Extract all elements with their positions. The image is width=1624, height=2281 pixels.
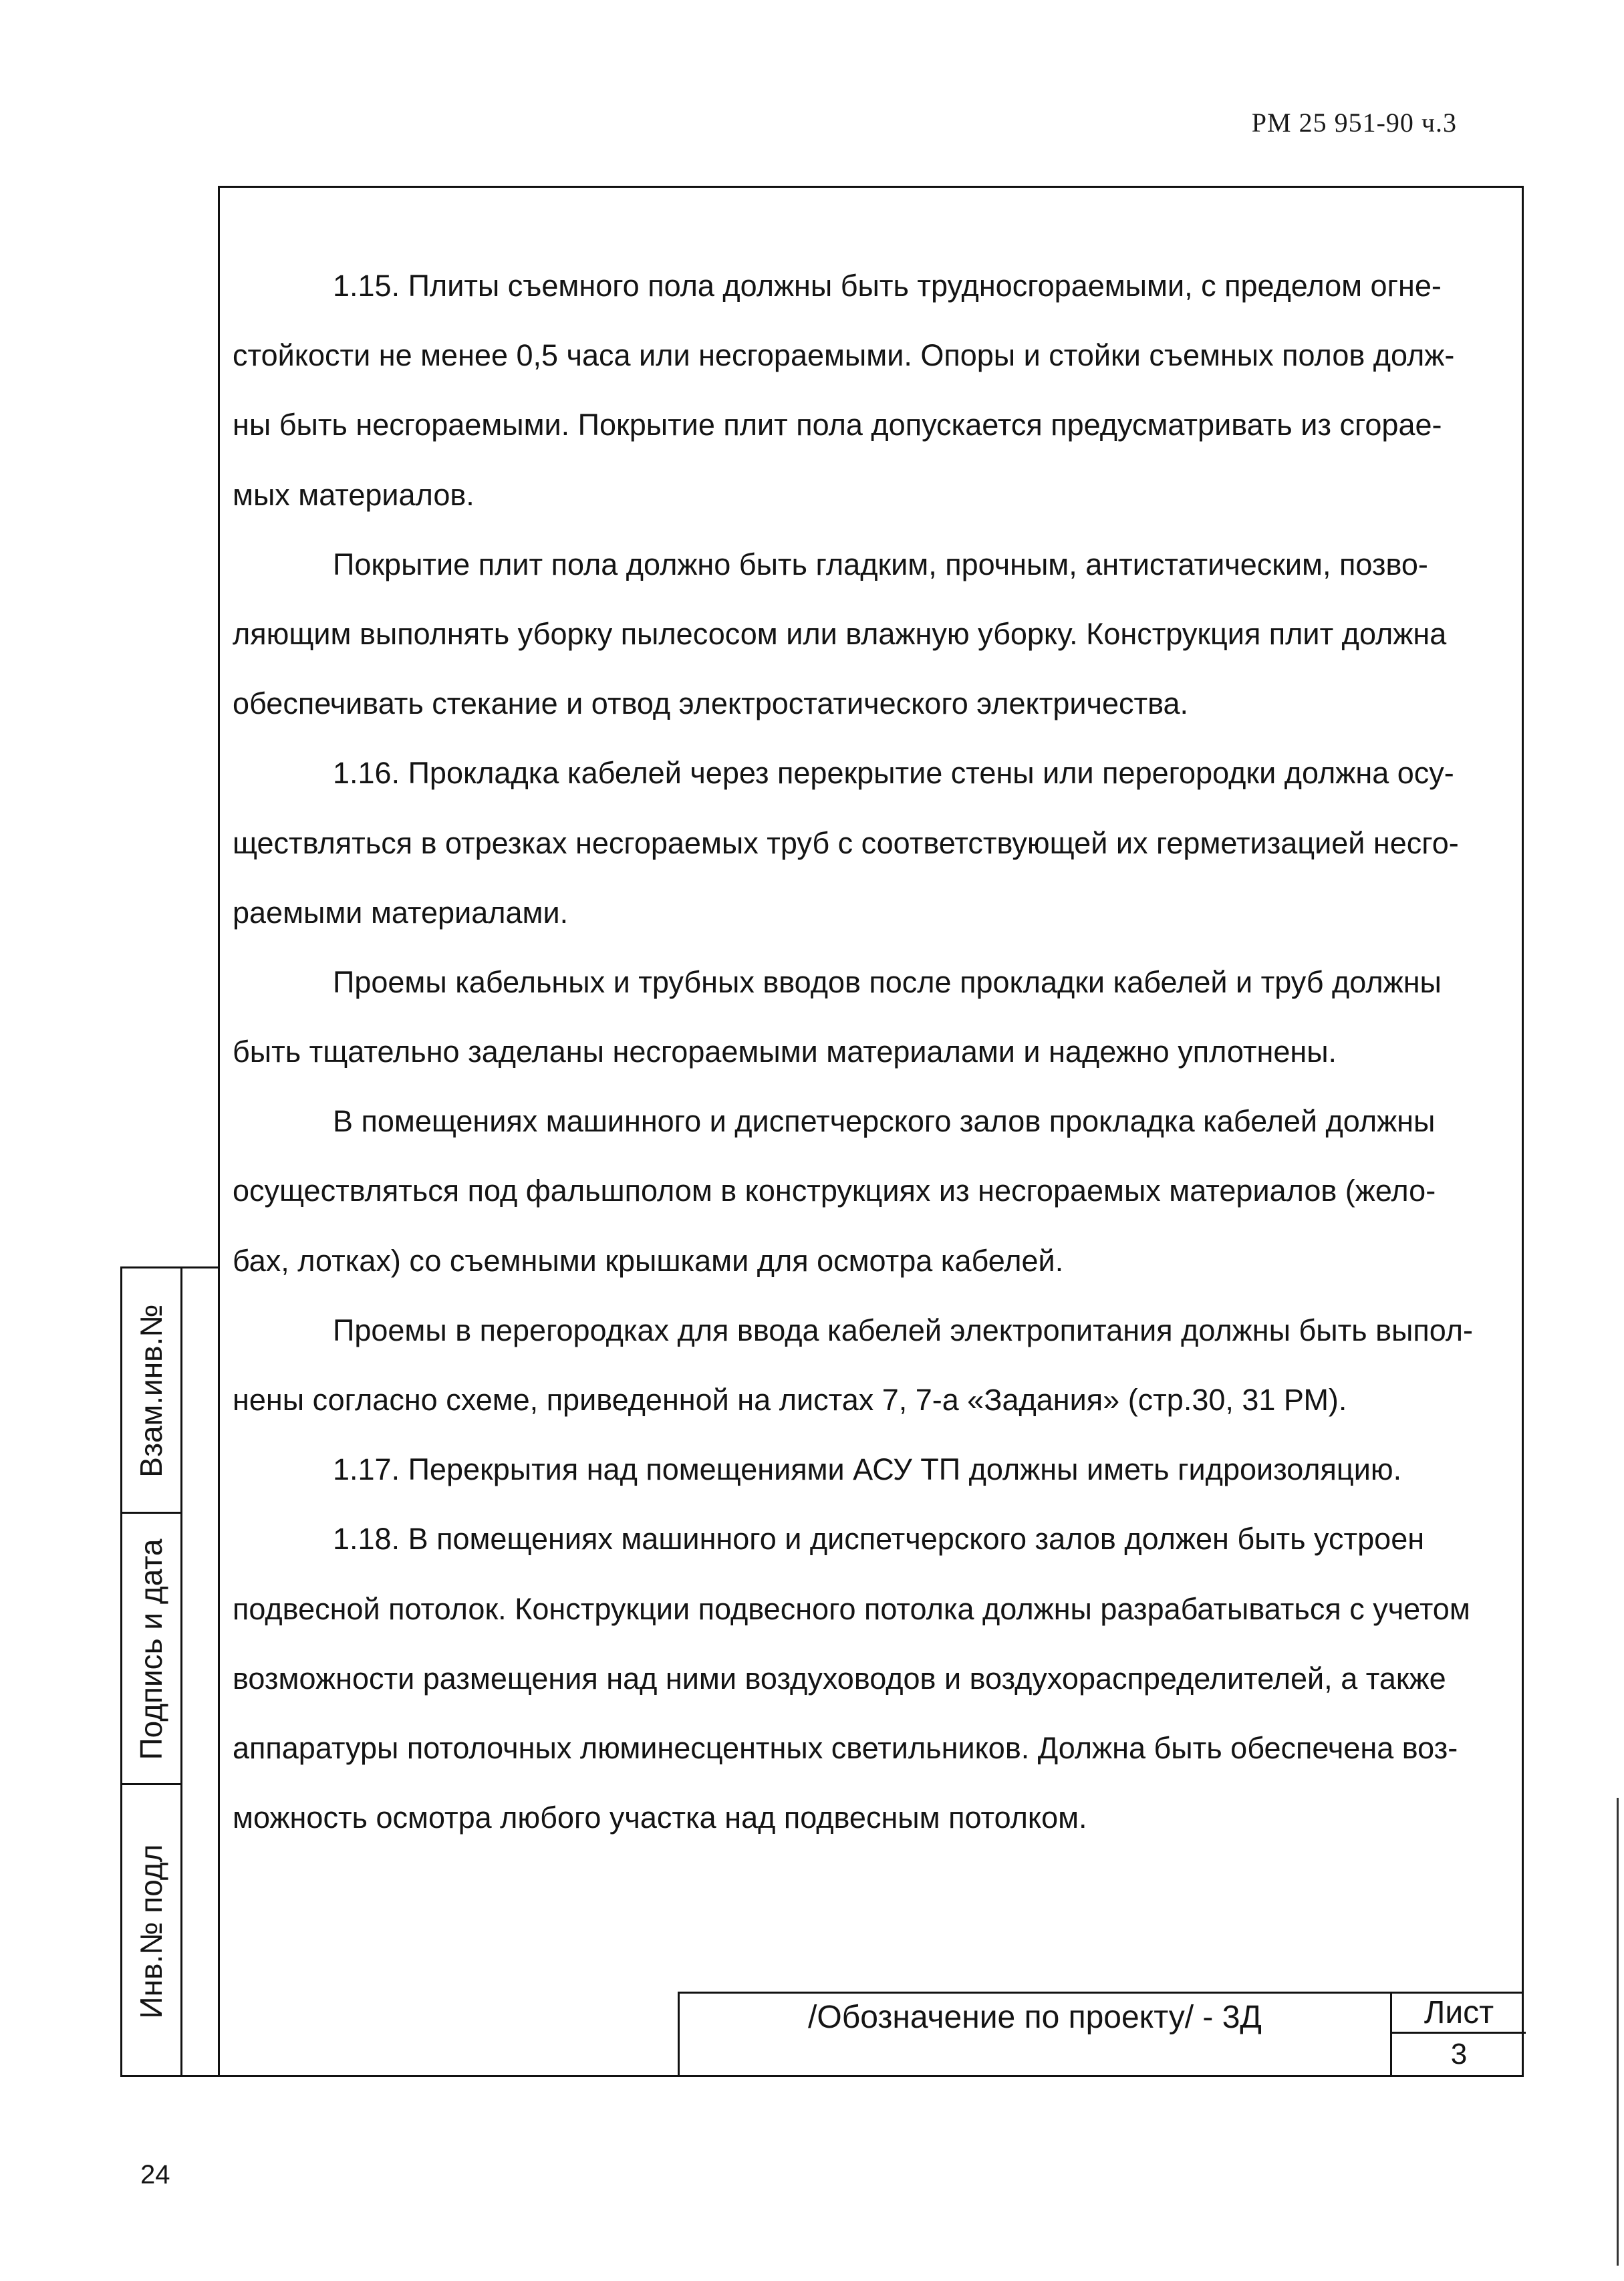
body-line: нены согласно схеме, приведенной на листах 7, 7-а «Задания» (стр.30, 31 РМ).	[233, 1383, 1347, 1417]
body-line: подвесной потолок. Конструкции подвесного потолка должны разрабатываться с учетом	[233, 1591, 1470, 1626]
title-block	[678, 1992, 1524, 2077]
body-line: осуществляться под фальшполом в конструкциях из несгораемых материалов (жело-	[233, 1174, 1436, 1208]
scan-edge-line	[1617, 1798, 1619, 2266]
page-number: 24	[140, 2160, 170, 2189]
body-line: бах, лотках) со съемными крышками для осмотра кабелей.	[233, 1243, 1064, 1278]
body-line: ны быть несгораемыми. Покрытие плит пола допускается предусматривать из сгорае-	[233, 408, 1442, 442]
side-label-podpis-data: Подпись и дата	[134, 1538, 168, 1760]
body-line: мых материалов.	[233, 477, 475, 512]
side-stamp	[120, 1266, 218, 2077]
body-text	[233, 251, 1509, 1853]
body-line: ляющим выполнять уборку пылесосом или влажную уборку. Конструкция плит должна	[233, 616, 1447, 651]
body-line: можность осмотра любого участка над подвесным потолком.	[233, 1800, 1087, 1835]
title-block-designation: /Обозначение по проекту/ - 3Д	[680, 1994, 1392, 2077]
title-block-sheet-number: 3	[1450, 2038, 1468, 2070]
body-line: быть тщательно заделаны несгораемыми материалами и надежно уплотнены.	[233, 1035, 1337, 1069]
body-line: Покрытие плит пола должно быть гладким, прочным, антистатическим, позво-	[333, 547, 1428, 581]
side-label-vzam-inv: Взам.инв.№	[134, 1304, 168, 1478]
body-line: обеспечивать стекание и отвод электростатического электричества.	[233, 686, 1189, 721]
body-line: раемыми материалами.	[233, 895, 569, 930]
body-line: 1.16. Прокладка кабелей через перекрытие стены или перегородки должна осу-	[333, 756, 1454, 791]
body-line: возможности размещения над ними воздуховодов и воздухораспределителей, а также	[233, 1661, 1446, 1696]
side-stamp-divider	[180, 1268, 182, 2075]
body-line: ществляться в отрезках несгораемых труб с соответствующей их герметизацией несго-	[233, 825, 1459, 860]
document-code: РМ 25 951-90 ч.3	[1251, 108, 1457, 138]
body-line: В помещениях машинного и диспетчерского залов прокладка кабелей должны	[333, 1104, 1436, 1139]
body-line: 1.18. В помещениях машинного и диспетчерского залов должен быть устроен	[333, 1522, 1425, 1557]
body-line: стойкости не менее 0,5 часа или несгораемыми. Опоры и стойки съемных полов долж-	[233, 338, 1455, 373]
body-line: 1.15. Плиты съемного пола должны быть трудносгораемыми, с пределом огне-	[333, 269, 1442, 303]
title-block-sheet-label: Лист	[1392, 1994, 1526, 2034]
body-line: Проемы в перегородках для ввода кабелей электропитания должны быть выпол-	[333, 1313, 1474, 1347]
body-line: 1.17. Перекрытия над помещениями АСУ ТП должны иметь гидроизоляцию.	[333, 1452, 1402, 1487]
body-line: Проемы кабельных и трубных вводов после прокладки кабелей и труб должны	[333, 964, 1442, 999]
side-label-inv-podl: Инв.№ подл	[134, 1844, 168, 2019]
body-line: аппаратуры потолочных люминесцентных светильников. Должна быть обеспечена воз-	[233, 1730, 1458, 1765]
